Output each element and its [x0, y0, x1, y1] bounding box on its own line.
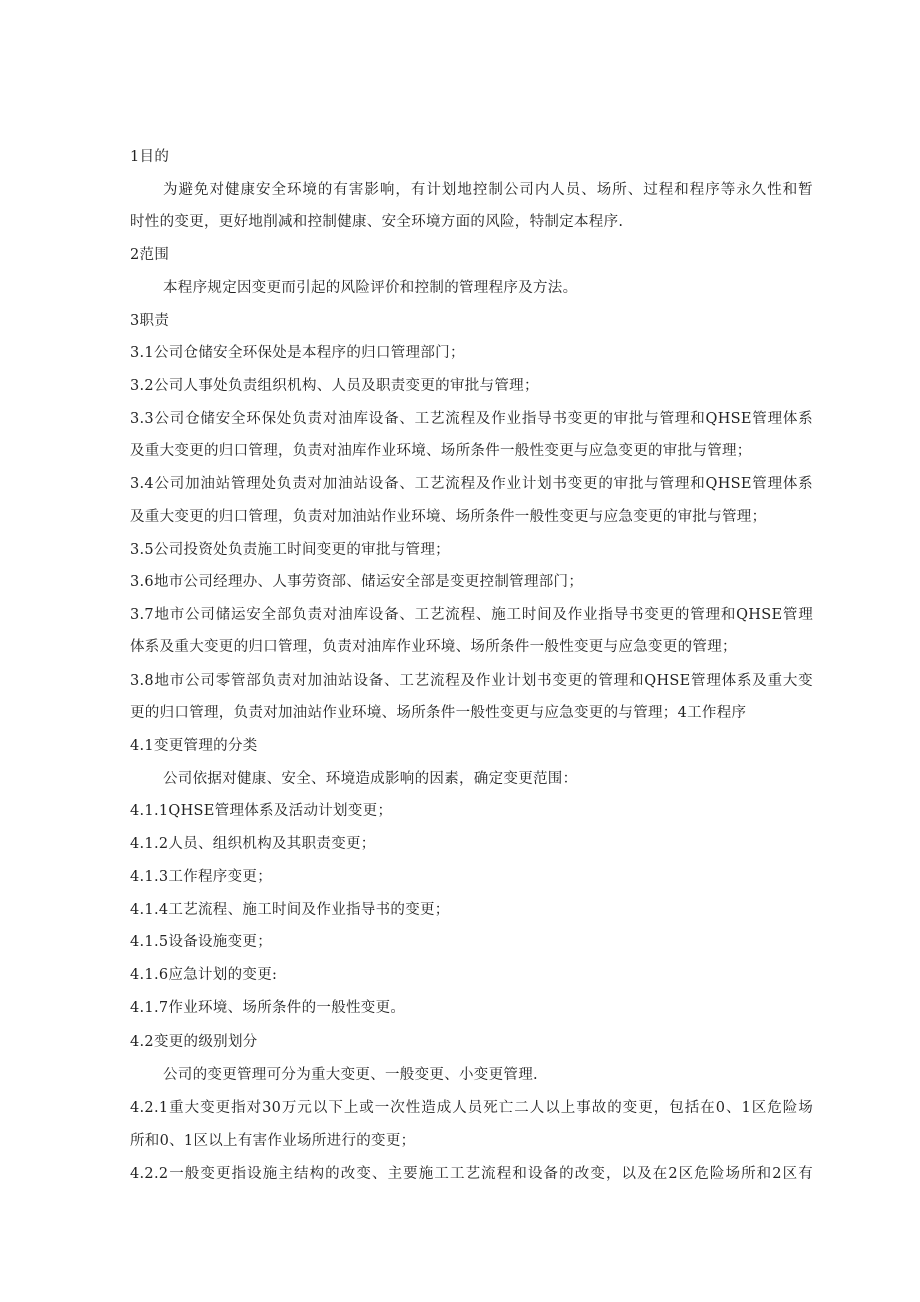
paragraph-line: 时性的变更，更好地削减和控制健康、安全环境方面的风险，特制定本程序. [130, 214, 624, 230]
list-item-continuation: 更的归口管理，负责对加油站作业环境、场所条件一般性变更与应急变更的与管理；4工作程序 [130, 705, 747, 721]
list-item: 3.3公司仓储安全环保处负责对油库设备、工艺流程及作业指导书变更的审批与管理和QHSE管理体系 [130, 411, 813, 427]
list-item: 4.1.5设备设施变更； [130, 934, 272, 950]
list-item-continuation: 及重大变更的归口管理，负责对油库作业环境、场所条件一般性变更与应急变更的审批与管理； [130, 443, 752, 459]
list-item: 4.1.3工作程序变更； [130, 869, 272, 885]
list-item: 3.2公司人事处负责组织机构、人员及职责变更的审批与管理； [130, 378, 539, 394]
list-item: 3.6地市公司经理办、人事劳资部、储运安全部是变更控制管理部门； [130, 574, 584, 590]
list-item-continuation: 及重大变更的归口管理，负责对加油站作业环境、场所条件一般性变更与应急变更的审批与管理； [130, 509, 767, 525]
subsection-heading: 4.1变更管理的分类 [130, 738, 258, 754]
list-item: 4.2.2一般变更指设施主结构的改变、主要施工工艺流程和设备的改变，以及在2区危险场所和2区有 [130, 1166, 813, 1182]
section-1-heading: 1目的 [130, 149, 170, 165]
list-item: 3.4公司加油站管理处负责对加油站设备、工艺流程及作业计划书变更的审批与管理和QHSE管理体系 [130, 476, 813, 492]
list-item: 3.5公司投资处负责施工时间变更的审批与管理； [130, 542, 450, 558]
paragraph-line: 公司依据对健康、安全、环境造成影响的因素，确定变更范围： [163, 771, 578, 787]
section-3-heading: 3职责 [130, 313, 170, 329]
list-item: 4.1.4工艺流程、施工时间及作业指导书的变更； [130, 902, 450, 918]
paragraph-line: 为避免对健康安全环境的有害影响，有计划地控制公司内人员、场所、过程和程序等永久性和暂 [163, 182, 813, 198]
list-item: 4.2.1重大变更指对30万元以下上或一次性造成人员死亡二人以上事故的变更，包括在0、1区危险场 [130, 1100, 813, 1116]
list-item-continuation: 体系及重大变更的归口管理，负责对油库作业环境、场所条件一般性变更与应急变更的管理； [130, 639, 737, 655]
list-item-continuation: 所和0、1区以上有害作业场所进行的变更； [130, 1133, 416, 1149]
list-item: 3.8地市公司零管部负责对加油站设备、工艺流程及作业计划书变更的管理和QHSE管理体系及重大变 [130, 673, 813, 689]
list-item: 4.1.1QHSE管理体系及活动计划变更； [130, 803, 393, 819]
paragraph-line: 公司的变更管理可分为重大变更、一般变更、小变更管理. [163, 1067, 538, 1083]
list-item: 4.1.7作业环境、场所条件的一般性变更。 [130, 1000, 406, 1016]
list-item: 4.1.6应急计划的变更: [130, 967, 278, 983]
subsection-heading: 4.2变更的级别划分 [130, 1034, 258, 1050]
paragraph-line: 本程序规定因变更而引起的风险评价和控制的管理程序及方法。 [163, 280, 578, 296]
list-item: 3.7地市公司储运安全部负责对油库设备、工艺流程、施工时间及作业指导书变更的管理和QHSE管理 [130, 607, 813, 623]
section-2-heading: 2范围 [130, 247, 170, 263]
list-item: 3.1公司仓储安全环保处是本程序的归口管理部门； [130, 345, 465, 361]
list-item: 4.1.2人员、组织机构及其职责变更； [130, 836, 376, 852]
